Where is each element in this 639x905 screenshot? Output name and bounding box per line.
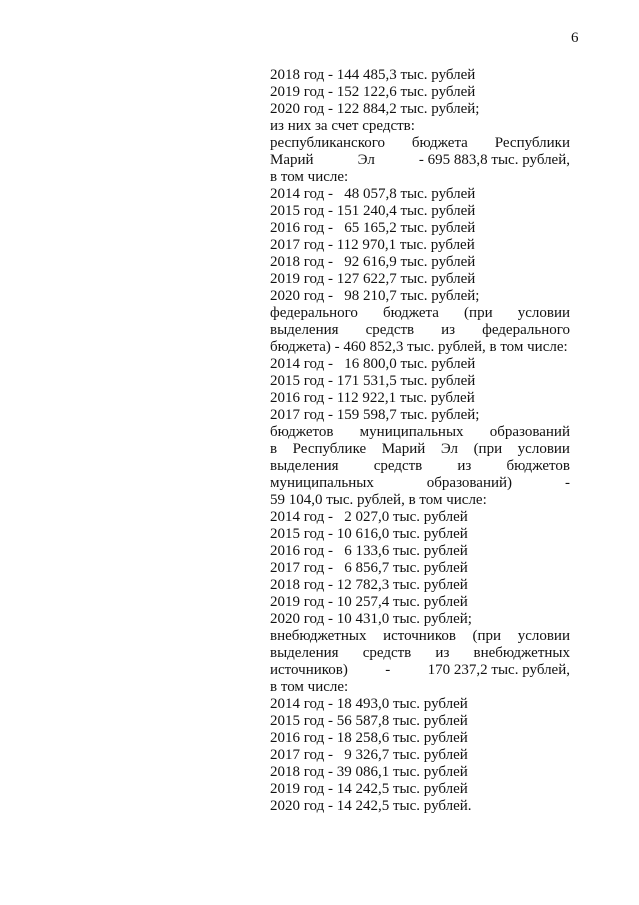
text-line: 2015 год - 171 531,5 тыс. рублей [270, 373, 476, 389]
text-word: 170 237,2 тыс. рублей, [427, 662, 570, 678]
text-line: 2016 год - 18 258,6 тыс. рублей [270, 730, 468, 746]
text-word: образований [489, 424, 570, 440]
text-line: 2016 год - 112 922,1 тыс. рублей [270, 390, 475, 406]
text-word: образований) [426, 475, 513, 491]
text-line [270, 424, 570, 441]
text-line: 2015 год - 151 240,4 тыс. рублей [270, 203, 476, 219]
text-word: федерального [482, 322, 570, 338]
text-word: внебюджетных [270, 628, 367, 644]
text-line [270, 628, 570, 645]
text-line: 2018 год - 12 782,3 тыс. рублей [270, 577, 468, 593]
text-word: Республики [494, 135, 570, 151]
text-line: 2017 год - 9 326,7 тыс. рублей [270, 747, 468, 763]
text-word: выделения [270, 322, 339, 338]
text-word: - 695 883,8 тыс. рублей, [418, 152, 570, 168]
text-word: бюджетов [506, 458, 570, 474]
text-word: из [457, 458, 472, 474]
text-word: средств [365, 322, 415, 338]
text-line: 2014 год - 2 027,0 тыс. рублей [270, 509, 468, 525]
text-word: (при [473, 441, 503, 457]
text-line: 2020 год - 122 884,2 тыс. рублей; [270, 101, 480, 117]
text-word: федерального [270, 305, 358, 321]
text-line [270, 322, 570, 339]
text-word: муниципальных [359, 424, 464, 440]
text-line: в том числе: [270, 679, 349, 695]
text-word: (при [472, 628, 502, 644]
text-word: (при [464, 305, 493, 321]
text-line: 2014 год - 16 800,0 тыс. рублей [270, 356, 476, 372]
text-word: внебюджетных [473, 645, 570, 661]
text-word: в [270, 441, 278, 457]
text-word: средств [373, 458, 423, 474]
text-line: 2014 год - 48 057,8 тыс. рублей [270, 186, 476, 202]
text-word: условии [517, 628, 570, 644]
text-word: выделения [270, 645, 339, 661]
text-word: источников) [270, 662, 348, 678]
text-line: в том числе: [270, 169, 349, 185]
text-line: 2014 год - 18 493,0 тыс. рублей [270, 696, 468, 712]
text-line: 2018 год - 92 616,9 тыс. рублей [270, 254, 476, 270]
text-line [270, 458, 570, 475]
text-line: 2018 год - 39 086,1 тыс. рублей [270, 764, 468, 780]
text-word: средств [362, 645, 412, 661]
text-word: источников [383, 628, 456, 644]
text-word: Республике [292, 441, 367, 457]
text-word: условии [517, 441, 570, 457]
text-line: 2017 год - 112 970,1 тыс. рублей [270, 237, 475, 253]
text-word: Эл [357, 152, 375, 168]
text-line [270, 152, 570, 169]
text-line: 2016 год - 6 133,6 тыс. рублей [270, 543, 468, 559]
text-word: бюджета [411, 135, 468, 151]
text-line: 2016 год - 65 165,2 тыс. рублей [270, 220, 476, 236]
document-body [270, 67, 570, 815]
text-line: 2019 год - 152 122,6 тыс. рублей [270, 84, 476, 100]
text-word: выделения [270, 458, 339, 474]
text-line: 2015 год - 10 616,0 тыс. рублей [270, 526, 468, 542]
text-word: - [564, 475, 570, 491]
text-line: 2019 год - 10 257,4 тыс. рублей [270, 594, 468, 610]
text-word: Эл [440, 441, 459, 457]
text-line: из них за счет средств: [270, 118, 415, 134]
text-line: 2019 год - 127 622,7 тыс. рублей [270, 271, 476, 287]
text-word: муниципальных [270, 475, 374, 491]
page-number: 6 [571, 30, 579, 46]
text-line [270, 645, 570, 662]
text-word: из [441, 322, 456, 338]
text-word: республиканского [270, 135, 385, 151]
text-word: из [435, 645, 450, 661]
text-word: бюджетов [270, 424, 334, 440]
text-word: Марий [381, 441, 426, 457]
text-word: - [385, 662, 391, 678]
text-line: бюджета) - 460 852,3 тыс. рублей, в том числе: [270, 339, 568, 355]
text-line: 59 104,0 тыс. рублей, в том числе: [270, 492, 487, 508]
text-line: 2020 год - 10 431,0 тыс. рублей; [270, 611, 472, 627]
text-line: 2020 год - 14 242,5 тыс. рублей. [270, 798, 472, 814]
text-word: бюджета [383, 305, 439, 321]
text-line: 2019 год - 14 242,5 тыс. рублей [270, 781, 468, 797]
text-word: условии [517, 305, 570, 321]
text-line [270, 441, 570, 458]
text-line [270, 135, 570, 152]
text-line: 2018 год - 144 485,3 тыс. рублей [270, 67, 476, 83]
text-line [270, 662, 570, 679]
text-line: 2020 год - 98 210,7 тыс. рублей; [270, 288, 480, 304]
text-line: 2015 год - 56 587,8 тыс. рублей [270, 713, 468, 729]
text-line: 2017 год - 159 598,7 тыс. рублей; [270, 407, 480, 423]
text-word: Марий [270, 152, 314, 168]
text-line: 2017 год - 6 856,7 тыс. рублей [270, 560, 468, 576]
text-line [270, 305, 570, 322]
text-line [270, 475, 570, 492]
